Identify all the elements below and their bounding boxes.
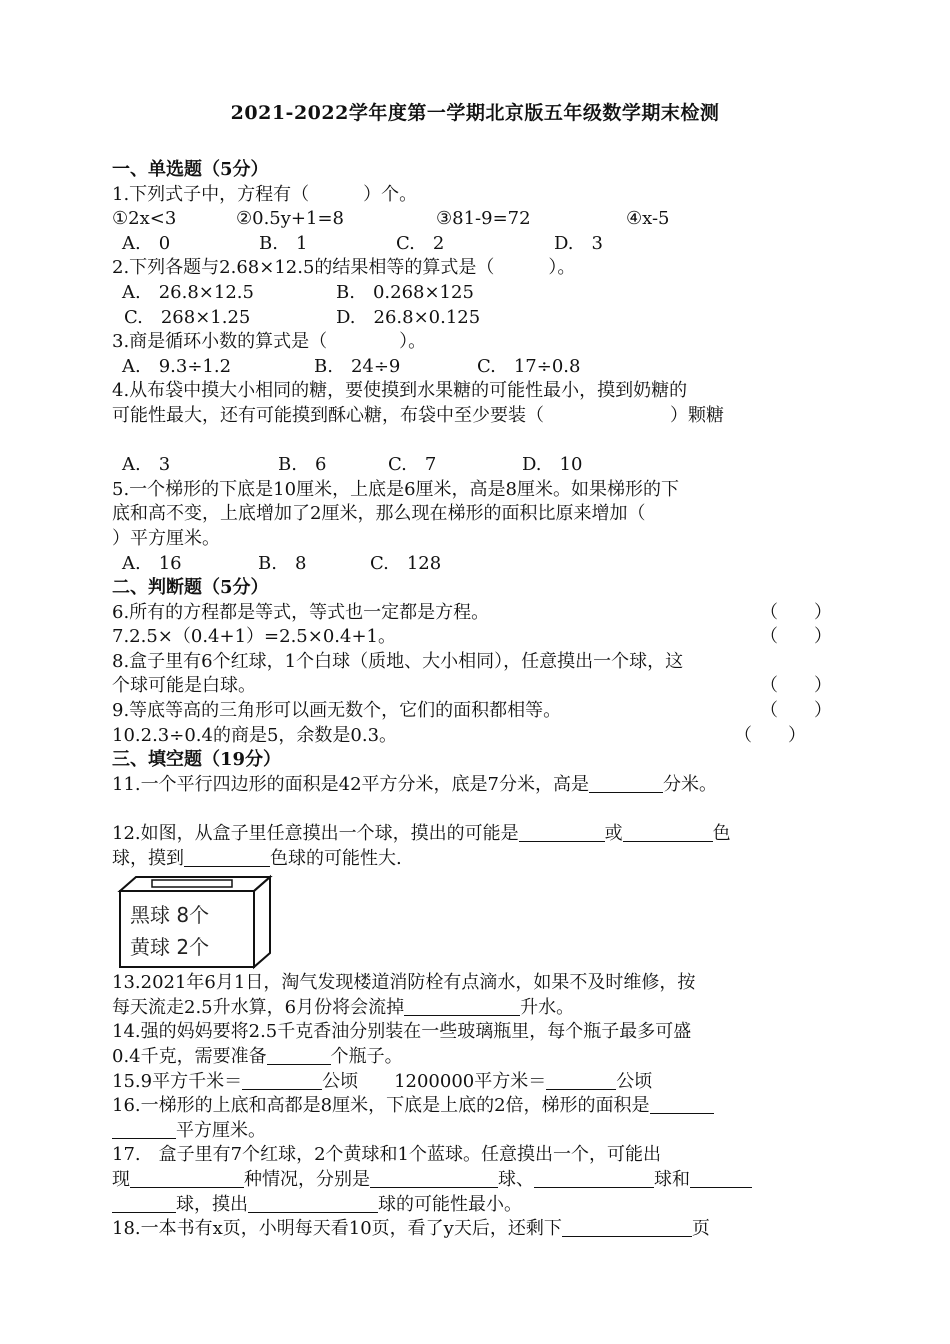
- q1-expr-2: ②0.5y+1=8: [236, 208, 344, 230]
- q16-text-2: 平方厘米。: [176, 1119, 266, 1141]
- q9-answer-paren[interactable]: （ ）: [760, 700, 832, 722]
- question-3-stem: 3.商是循环小数的算式是（ ）。: [112, 331, 427, 353]
- q17-text-4: 球和: [654, 1168, 690, 1190]
- q5-option-c: C. 128: [370, 552, 442, 574]
- question-7: [112, 625, 852, 650]
- q10-answer-paren[interactable]: （ ）: [734, 724, 806, 746]
- spacer: [112, 797, 852, 822]
- question-16-line2: [112, 1119, 852, 1144]
- question-4-options: [112, 453, 852, 478]
- q15-text-2: 公顷 1200000平方米＝: [322, 1070, 547, 1092]
- q12-blank-3[interactable]: [184, 848, 270, 867]
- q16-text-1: 16.一梯形的上底和高都是8厘米，下底是上底的2倍，梯形的面积是: [112, 1095, 650, 1117]
- question-8-line2: [112, 674, 852, 699]
- ball-box-figure: [112, 871, 852, 971]
- section-heading-fill-in: 三、填空题（19分）: [112, 749, 282, 771]
- question-11: [112, 773, 852, 798]
- q11-blank[interactable]: [589, 774, 663, 793]
- q17-blank-4-part1[interactable]: [690, 1169, 752, 1188]
- q18-text-1: 18.一本书有x页，小明每天看10页，看了y天后，还剩下: [112, 1218, 562, 1240]
- question-18: [112, 1217, 852, 1242]
- question-12-line1: [112, 822, 852, 847]
- q14-blank[interactable]: [267, 1046, 331, 1065]
- q1-expr-3: ③81-9=72: [436, 208, 531, 230]
- q15-blank-1[interactable]: [242, 1071, 322, 1090]
- question-14-line2: [112, 1045, 852, 1070]
- q8-answer-paren[interactable]: （ ）: [760, 675, 832, 697]
- q1-expr-4: ④x-5: [626, 208, 670, 230]
- q1-option-c: C. 2: [396, 232, 445, 254]
- q13-text-2: 升水。: [520, 996, 575, 1018]
- q2-option-b: B. 0.268×125: [336, 281, 474, 303]
- q4-option-b: B. 6: [278, 454, 327, 476]
- q17-text-2: 种情况，分别是: [244, 1168, 370, 1190]
- q6-text: 6.所有的方程都是等式，等式也一定都是方程。: [112, 601, 490, 623]
- page-title: 2021-2022学年度第一学期北京版五年级数学期末检测: [230, 102, 720, 124]
- q17-text-1: 现: [112, 1168, 130, 1190]
- question-4-line2: 可能性最大，还有可能摸到酥心糖，布袋中至少要装（ ）颗糖: [112, 404, 724, 426]
- q12-text-4: 球，摸到: [112, 847, 184, 869]
- question-2-stem: 2.下列各题与2.68×12.5的结果相等的算式是（ ）。: [112, 257, 576, 279]
- q7-text: 7.2.5×（0.4+1）=2.5×0.4+1。: [112, 626, 396, 648]
- section-heading-true-false: 二、判断题（5分）: [112, 577, 269, 599]
- q15-text-3: 公顷: [616, 1070, 653, 1092]
- q3-option-b: B. 24÷9: [314, 355, 401, 377]
- question-3-options: [112, 355, 852, 380]
- q17-text-3: 球、: [498, 1168, 534, 1190]
- q17-text-6: 球的可能性最小。: [378, 1193, 522, 1215]
- question-17-line2: [112, 1168, 852, 1193]
- q12-blank-1[interactable]: [519, 823, 605, 842]
- q12-text-3: 色: [712, 823, 731, 845]
- question-13-line2: [112, 996, 852, 1021]
- q12-text-2: 或: [604, 823, 623, 845]
- question-5-line1: 5.一个梯形的下底是10厘米，上底是6厘米，高是8厘米。如果梯形的下: [112, 478, 679, 500]
- q17-blank-3[interactable]: [534, 1169, 654, 1188]
- q11-text-start: 11.一个平行四边形的面积是42平方分米，底是7分米，高是: [112, 773, 589, 795]
- q2-option-d: D. 26.8×0.125: [336, 306, 481, 328]
- question-1-options: [112, 232, 852, 257]
- question-2-options-row1: [112, 281, 852, 306]
- spacer: [112, 429, 852, 454]
- question-5-options: [112, 552, 852, 577]
- q12-text-1: 12.如图，从盒子里任意摸出一个球，摸出的可能是: [112, 823, 519, 845]
- question-14-line1: 14.强的妈妈要将2.5千克香油分别装在一些玻璃瓶里，每个瓶子最多可盛: [112, 1021, 692, 1043]
- q17-blank-2[interactable]: [370, 1169, 498, 1188]
- question-10: [112, 724, 852, 749]
- question-12-line2: [112, 847, 852, 872]
- q14-text-2: 个瓶子。: [330, 1046, 403, 1067]
- q2-option-c: C. 268×1.25: [124, 306, 251, 328]
- q5-option-a: A. 16: [122, 552, 182, 574]
- question-8-line1: 8.盒子里有6个红球，1个白球（质地、大小相同），任意摸出一个球，这: [112, 650, 684, 672]
- q4-option-d: D. 10: [522, 454, 583, 476]
- q14-text-1: 0.4千克，需要准备: [112, 1046, 267, 1067]
- q13-blank[interactable]: [404, 997, 520, 1016]
- q18-text-2: 页: [691, 1218, 710, 1240]
- q16-blank-part1[interactable]: [650, 1095, 714, 1114]
- q17-blank-1[interactable]: [130, 1169, 244, 1188]
- question-17-line3: [112, 1193, 852, 1218]
- q17-blank-4-part2[interactable]: [112, 1194, 176, 1213]
- q3-option-c: C. 17÷0.8: [477, 355, 581, 377]
- box-top-face: [120, 877, 270, 891]
- q1-option-a: A. 0: [122, 232, 171, 254]
- question-13-line1: 13.2021年6月1日，淘气发现楼道消防栓有点滴水，如果不及时维修，按: [112, 972, 696, 994]
- q1-option-d: D. 3: [554, 232, 603, 254]
- q1-expr-1: ①2x<3: [112, 208, 177, 230]
- q4-option-c: C. 7: [388, 454, 437, 476]
- q12-text-5: 色球的可能性大.: [270, 847, 402, 869]
- q11-text-end: 分米。: [662, 773, 717, 795]
- q17-text-5: 球，摸出: [176, 1193, 248, 1215]
- q15-blank-2[interactable]: [546, 1071, 616, 1090]
- question-5-line3: ）平方厘米。: [112, 527, 220, 549]
- q5-option-b: B. 8: [258, 552, 307, 574]
- box-label-black: 黑球 8个: [130, 903, 210, 928]
- exam-content: [112, 158, 852, 1242]
- box-label-yellow: 黄球 2个: [130, 935, 210, 960]
- q9-text: 9.等底等高的三角形可以画无数个，它们的面积都相等。: [112, 700, 562, 722]
- ball-box-drawing: [116, 873, 286, 973]
- box-side-face: [254, 877, 270, 967]
- question-1-stem: 1.下列式子中，方程有（ ）个。: [112, 183, 418, 205]
- q13-text-1: 每天流走2.5升水算，6月份将会流掉: [112, 996, 405, 1018]
- q17-blank-5[interactable]: [248, 1194, 378, 1213]
- question-9: [112, 699, 852, 724]
- q12-blank-2[interactable]: [623, 823, 713, 842]
- q7-answer-paren[interactable]: （ ）: [760, 626, 832, 648]
- question-2-options-row2: [112, 306, 852, 331]
- box-slot: [152, 880, 232, 887]
- q16-blank-part2[interactable]: [112, 1120, 176, 1139]
- q6-answer-paren[interactable]: （ ）: [760, 601, 832, 623]
- q4-option-a: A. 3: [122, 454, 171, 476]
- question-5-line2: 底和高不变，上底增加了2厘米，那么现在梯形的面积比原来增加（: [112, 503, 646, 525]
- question-4-line1: 4.从布袋中摸大小相同的糖，要使摸到水果糖的可能性最小，摸到奶糖的: [112, 380, 688, 402]
- question-6: [112, 601, 852, 626]
- q8-text: 个球可能是白球。: [112, 675, 256, 697]
- question-17-line1: 17. 盒子里有7个红球，2个黄球和1个蓝球。任意摸出一个，可能出: [112, 1144, 661, 1166]
- q2-option-a: A. 26.8×12.5: [122, 281, 254, 303]
- q3-option-a: A. 9.3÷1.2: [122, 355, 232, 377]
- q10-text: 10.2.3÷0.4的商是5，余数是0.3。: [112, 724, 398, 746]
- question-1-expressions: [112, 207, 852, 232]
- question-15: [112, 1070, 852, 1095]
- question-16-line1: [112, 1094, 852, 1119]
- q1-option-b: B. 1: [259, 232, 308, 254]
- q18-blank[interactable]: [562, 1218, 692, 1237]
- section-heading-single-choice: 一、单选题（5分）: [112, 159, 269, 180]
- q15-text-1: 15.9平方千米＝: [112, 1070, 243, 1092]
